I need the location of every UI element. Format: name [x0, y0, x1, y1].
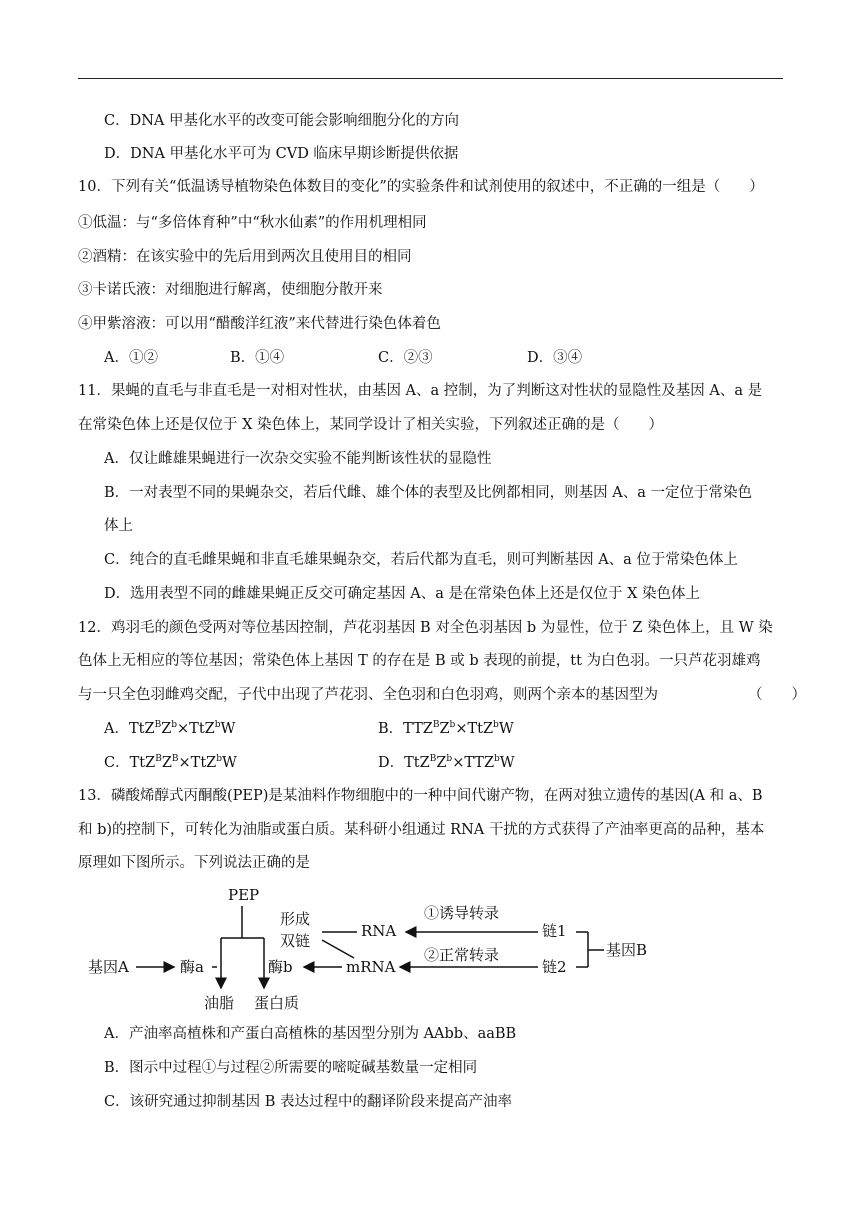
normal-transcription-label: ②正常转录	[424, 946, 500, 964]
q11-option-b-line1: B．一对表型不同的果蝇杂交，若后代雌、雄个体的表型及比例都相同，则基因 A、a 一定位于常染色	[104, 485, 752, 501]
q10-item-3: ③卡诺氏液：对细胞进行解离，使细胞分散开来	[78, 282, 383, 298]
q13-stem-line1: 13．磷酸烯醇式丙酮酸(PEP)是某油料作物细胞中的一种中间代谢产物，在两对独立遗传的基因(A 和 a、B	[78, 788, 763, 804]
form-label: 形成	[280, 910, 311, 928]
q10-stem: 10．下列有关“低温诱导植物染色体数目的变化”的实验条件和试剂使用的叙述中，不正确的一组是（ ）	[78, 179, 764, 195]
q10-option-d: D．③④	[527, 350, 583, 366]
q10-option-b: B．①④	[230, 350, 285, 366]
q12-answer-paren: （ ）	[748, 687, 806, 703]
q10-item-2: ②酒精：在该实验中的先后用到两次且使用目的相同	[78, 249, 412, 265]
q13-option-a: A．产油率高植株和产蛋白高植株的基因型分别为 AAbb、aaBB	[104, 1026, 517, 1042]
q11-option-a: A．仅让雌雄果蝇进行一次杂交实验不能判断该性状的显隐性	[104, 451, 492, 467]
chain-1-label: 链1	[542, 922, 567, 940]
q10-item-1: ①低温：与“多倍体育种”中“秋水仙素”的作用机理相同	[78, 215, 427, 231]
q10-option-c: C．②③	[378, 350, 433, 366]
q12-option-b: B．$TTZ^BZ^b\times TtZ^bW$	[378, 720, 514, 737]
rna-interference-diagram	[76, 880, 676, 1020]
q11-option-d: D．选用表型不同的雌雄果蝇正反交可确定基因 A、a 是在常染色体上还是仅位于 X 染色体上	[104, 586, 700, 602]
rna-label: RNA	[361, 922, 397, 940]
q9-option-c: C．DNA 甲基化水平的改变可能会影响细胞分化的方向	[104, 113, 459, 129]
q10-item-4: ④甲紫溶液：可以用“醋酸洋红液”来代替进行染色体着色	[78, 316, 441, 332]
gene-a-label: 基因A	[88, 958, 129, 976]
mrna-label: mRNA	[346, 958, 396, 976]
enzyme-b-label: 酶b	[268, 958, 293, 976]
header-rule	[78, 78, 783, 79]
q10-option-a: A．①②	[104, 350, 158, 366]
pep-label: PEP	[228, 886, 260, 904]
q12-stem-line2: 色体上无相应的等位基因；常染色体上基因 T 的存在是 B 或 b 表现的前提，tt 为白色羽。一只芦花羽雄鸡	[78, 653, 761, 669]
q12-option-d: D．$TtZ^BZ^b\times TTZ^bW$	[378, 754, 515, 771]
chain-2-label: 链2	[542, 958, 567, 976]
double-strand-label: 双链	[280, 932, 311, 950]
q13-stem-line2: 和 b)的控制下，可转化为油脂或蛋白质。某科研小组通过 RNA 干扰的方式获得了产油率更高的品种，基本	[78, 822, 765, 838]
q12-stem-line3: 与一只全色羽雌鸡交配，子代中出现了芦花羽、全色羽和白色羽鸡，则两个亲本的基因型为	[78, 687, 658, 703]
gene-b-label: 基因B	[606, 941, 648, 959]
q11-stem-line1: 11．果蝇的直毛与非直毛是一对相对性状，由基因 A、a 控制，为了判断这对性状的显隐性及基因 A、a 是	[78, 383, 763, 399]
induced-transcription-label: ①诱导转录	[424, 904, 500, 922]
q11-option-c: C．纯合的直毛雌果蝇和非直毛雄果蝇杂交，若后代都为直毛，则可判断基因 A、a 位于常染色体上	[104, 552, 738, 568]
q11-stem-line2: 在常染色体上还是仅位于 X 染色体上，某同学设计了相关实验，下列叙述正确的是（ ）	[78, 417, 664, 433]
q12-option-a: A．$TtZ^BZ^b\times TtZ^bW$	[104, 720, 236, 737]
q13-option-b: B．图示中过程①与过程②所需要的嘧啶碱基数量一定相同	[104, 1060, 478, 1076]
protein-label: 蛋白质	[254, 994, 300, 1012]
enzyme-a-label: 酶a	[180, 958, 204, 976]
q13-option-c: C．该研究通过抑制基因 B 表达过程中的翻译阶段来提高产油率	[104, 1094, 512, 1110]
q11-option-b-line2: 体上	[104, 518, 133, 534]
oil-label: 油脂	[204, 994, 235, 1012]
q12-stem-line1: 12．鸡羽毛的颜色受两对等位基因控制，芦花羽基因 B 对全色羽基因 b 为显性，位于 Z 染色体上，且 W 染	[78, 620, 773, 636]
q13-stem-line3: 原理如下图所示。下列说法正确的是	[78, 855, 310, 871]
q12-option-c: C．$TtZ^BZ^B\times TtZ^bW$	[104, 754, 237, 771]
q9-option-d: D．DNA 甲基化水平可为 CVD 临床早期诊断提供依据	[104, 146, 459, 162]
